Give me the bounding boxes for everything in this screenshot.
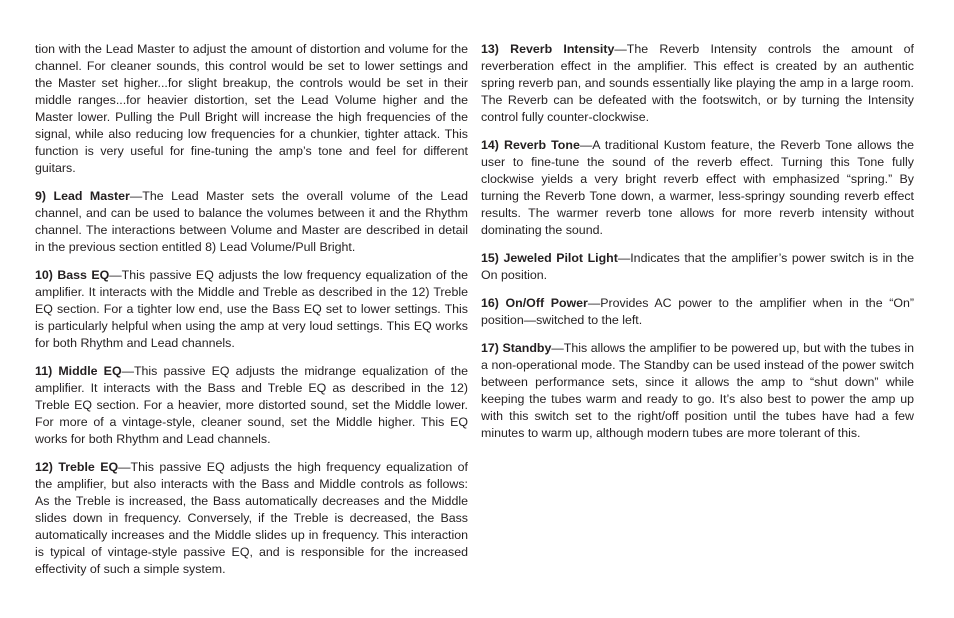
section-text: —Provides AC power to the amplifier when in the “On” position—switched to the left. — [481, 296, 914, 327]
section-heading: 16) On/Off Power — [481, 296, 588, 310]
section-heading: 12) Treble EQ — [35, 460, 119, 474]
section-text: —This passive EQ adjusts the low frequency equalization of the amplifier. It interacts with the Middle and Treble as described in the 12) Treble EQ section. For a tighter low end, use the Bass EQ set to lower settings. This is particularly helpful when using the amp at very loud settings. This EQ works for both Rhythm and Lead channels. — [35, 268, 468, 350]
section-middle-eq — [35, 363, 468, 448]
section-on-off-power — [481, 295, 914, 329]
section-text: —This passive EQ adjusts the midrange equalization of the amplifier. It interacts with the Bass and Treble EQ as described in the 12) Treble EQ section. For a heavier, more distorted sound, set the Middle lower. For more of a vintage-style, cleaner sound, set the Middle higher. This EQ works for both Rhythm and Lead channels. — [35, 364, 468, 446]
section-heading: 9) Lead Master — [35, 189, 130, 203]
section-text: —This allows the amplifier to be powered up, but with the tubes in a non-operational mode. The Standby can be used instead of the power switch between performance sets, since it allows the amp to “shut down” while keeping the tubes warm and ready to go. It’s also best to power the amp up with this switch set to the right/off position until the tubes have had a few minutes to warm up, although modern tubes are more tolerant of this. — [481, 341, 914, 440]
section-heading: 17) Standby — [481, 341, 552, 355]
section-reverb-intensity — [481, 41, 914, 126]
section-jeweled-pilot-light — [481, 250, 914, 284]
section-text: —Indicates that the amplifier’s power switch is in the On position. — [481, 251, 914, 282]
section-heading: 11) Middle EQ — [35, 364, 122, 378]
right-column — [481, 41, 914, 453]
section-heading: 10) Bass EQ — [35, 268, 110, 282]
section-heading: 15) Jeweled Pilot Light — [481, 251, 618, 265]
section-text: —A traditional Kustom feature, the Reverb Tone allows the user to fine-tune the sound of the reverb effect. Turning this Tone fully clockwise yields a very bright reverb effect with emphasized “spring.” By turning the Reverb Tone down, a warmer, less-springy sounding reverb effect results. The warmer reverb tone allows for more reverb intensity without dominating the sound. — [481, 138, 914, 237]
section-bass-eq — [35, 267, 468, 352]
section-reverb-tone — [481, 137, 914, 239]
section-text: —This passive EQ adjusts the high frequency equalization of the amplifier, but also interacts with the Bass and Middle controls as follows: As the Treble is increased, the Bass automatically decreases and the Middle slides down in frequency. Conversely, if the Treble is decreased, the Bass automatically increases and the Middle slides up in frequency. This interaction is typical of vintage-style passive EQ, and is responsible for the increased effectivity of such a simple system. — [35, 460, 469, 576]
section-standby — [481, 340, 914, 442]
section-heading: 14) Reverb Tone — [481, 138, 580, 152]
section-lead-master — [35, 188, 468, 256]
left-column — [35, 41, 468, 589]
section-text: —The Reverb Intensity controls the amount of reverberation effect in the amplifier. This effect is created by an authentic spring reverb pan, and sounds essentially like playing the amp in a large room. The Reverb can be defeated with the footswitch, or by turning the Intensity control fully counter-clockwise. — [481, 42, 914, 124]
section-treble-eq — [35, 459, 468, 578]
section-heading: 13) Reverb Intensity — [481, 42, 615, 56]
section-text: —The Lead Master sets the overall volume of the Lead channel, and can be used to balance the volumes between it and the Rhythm channel. The interactions between Volume and Master are described in detail in the previous section entitled 8) Lead Volume/Pull Bright. — [35, 189, 469, 254]
intro-paragraph: tion with the Lead Master to adjust the amount of distortion and volume for the channel. For cleaner sounds, this control would be set to lower settings and the Master set higher...for slight breakup, the controls would be set in their middle ranges...for heavier distortion, set the Lead Volume higher and the Master lower. Pulling the Pull Bright will increase the high frequencies of the signal, while also reducing low frequencies for a chunkier, tighter attack. This function is very useful for fine-tuning the amp’s tone and feel for different guitars. — [35, 42, 468, 175]
